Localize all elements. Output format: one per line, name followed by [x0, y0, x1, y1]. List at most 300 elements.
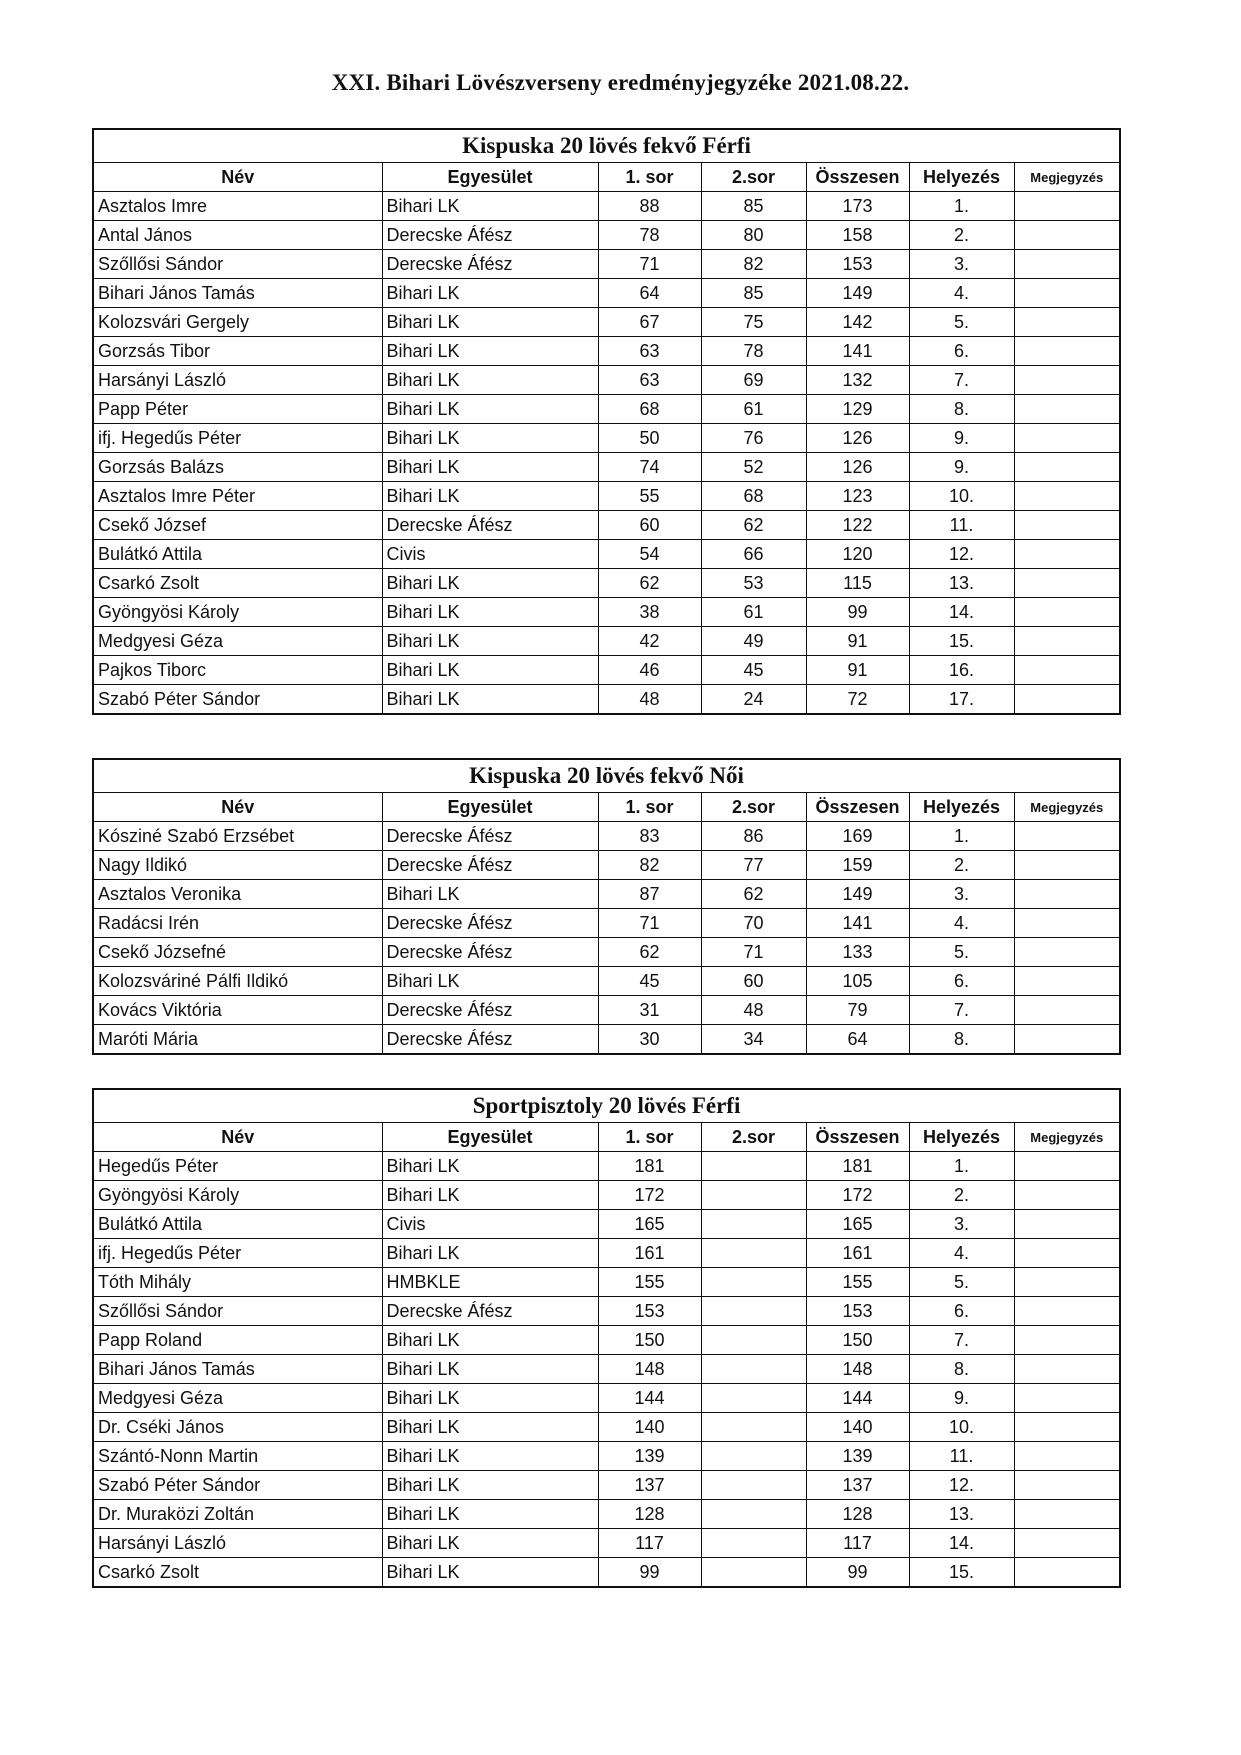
cell-note — [1014, 1268, 1120, 1297]
cell-note — [1014, 192, 1120, 221]
cell-round1: 181 — [598, 1152, 701, 1181]
cell-name: Gyöngyösi Károly — [93, 598, 382, 627]
cell-round2: 77 — [701, 851, 806, 880]
cell-total: 91 — [806, 656, 909, 685]
cell-round1: 38 — [598, 598, 701, 627]
cell-place: 5. — [909, 308, 1014, 337]
col-header-name: Név — [93, 163, 382, 192]
cell-round1: 153 — [598, 1297, 701, 1326]
cell-name: Bulátkó Attila — [93, 540, 382, 569]
cell-round1: 30 — [598, 1025, 701, 1055]
cell-place: 4. — [909, 909, 1014, 938]
document-title: XXI. Bihari Lövészverseny eredményjegyzéke 2021.08.22. — [331, 70, 910, 95]
cell-name: Szőllősi Sándor — [93, 1297, 382, 1326]
table-row — [93, 395, 1120, 424]
cell-round2: 49 — [701, 627, 806, 656]
table-row — [93, 366, 1120, 395]
col-header-total: Összesen — [806, 1123, 909, 1152]
cell-round2: 45 — [701, 656, 806, 685]
cell-total: 142 — [806, 308, 909, 337]
cell-club: Civis — [382, 540, 598, 569]
cell-club: Bihari LK — [382, 308, 598, 337]
cell-round2: 70 — [701, 909, 806, 938]
cell-round2 — [701, 1326, 806, 1355]
cell-club: Bihari LK — [382, 1181, 598, 1210]
table-row — [93, 967, 1120, 996]
cell-club: Derecske Áfész — [382, 996, 598, 1025]
table-row — [93, 1471, 1120, 1500]
cell-club: Bihari LK — [382, 192, 598, 221]
cell-name: Asztalos Veronika — [93, 880, 382, 909]
cell-total: 159 — [806, 851, 909, 880]
cell-name: Csekő József — [93, 511, 382, 540]
cell-note — [1014, 1181, 1120, 1210]
cell-note — [1014, 511, 1120, 540]
cell-place: 3. — [909, 880, 1014, 909]
cell-note — [1014, 250, 1120, 279]
cell-total: 148 — [806, 1355, 909, 1384]
table-row — [93, 511, 1120, 540]
cell-round2 — [701, 1471, 806, 1500]
cell-place: 8. — [909, 1355, 1014, 1384]
cell-name: Kolozsváriné Pálfi Ildikó — [93, 967, 382, 996]
cell-round2: 60 — [701, 967, 806, 996]
cell-place: 4. — [909, 1239, 1014, 1268]
cell-round1: 82 — [598, 851, 701, 880]
table-row — [93, 337, 1120, 366]
cell-club: Bihari LK — [382, 1152, 598, 1181]
cell-name: Radácsi Irén — [93, 909, 382, 938]
col-header-club: Egyesület — [382, 1123, 598, 1152]
cell-place: 7. — [909, 366, 1014, 395]
cell-round1: 155 — [598, 1268, 701, 1297]
cell-round2: 66 — [701, 540, 806, 569]
cell-club: Derecske Áfész — [382, 1025, 598, 1055]
cell-note — [1014, 996, 1120, 1025]
table-header-row — [93, 1123, 1120, 1152]
col-header-name: Név — [93, 793, 382, 822]
cell-round1: 161 — [598, 1239, 701, 1268]
cell-total: 161 — [806, 1239, 909, 1268]
cell-round2 — [701, 1500, 806, 1529]
cell-club: Bihari LK — [382, 656, 598, 685]
cell-total: 165 — [806, 1210, 909, 1239]
cell-round1: 55 — [598, 482, 701, 511]
cell-note — [1014, 1529, 1120, 1558]
table-row — [93, 308, 1120, 337]
cell-place: 3. — [909, 250, 1014, 279]
table-row — [93, 880, 1120, 909]
cell-club: Bihari LK — [382, 967, 598, 996]
cell-total: 126 — [806, 453, 909, 482]
col-header-note: Megjegyzés — [1014, 1123, 1120, 1152]
table-caption-row — [93, 759, 1120, 793]
cell-name: Nagy Ildikó — [93, 851, 382, 880]
cell-note — [1014, 482, 1120, 511]
cell-round1: 148 — [598, 1355, 701, 1384]
cell-round1: 128 — [598, 1500, 701, 1529]
cell-round1: 117 — [598, 1529, 701, 1558]
cell-place: 6. — [909, 967, 1014, 996]
cell-place: 2. — [909, 221, 1014, 250]
table-row — [93, 1181, 1120, 1210]
cell-place: 16. — [909, 656, 1014, 685]
cell-name: Pajkos Tiborc — [93, 656, 382, 685]
table-row — [93, 656, 1120, 685]
cell-total: 144 — [806, 1384, 909, 1413]
cell-note — [1014, 822, 1120, 851]
cell-place: 12. — [909, 1471, 1014, 1500]
cell-name: Gyöngyösi Károly — [93, 1181, 382, 1210]
table-row — [93, 685, 1120, 715]
cell-round1: 54 — [598, 540, 701, 569]
cell-total: 140 — [806, 1413, 909, 1442]
cell-total: 129 — [806, 395, 909, 424]
cell-round2: 24 — [701, 685, 806, 715]
cell-club: Derecske Áfész — [382, 822, 598, 851]
cell-round1: 45 — [598, 967, 701, 996]
cell-club: Bihari LK — [382, 279, 598, 308]
table-title: Kispuska 20 lövés fekvő Férfi — [93, 129, 1120, 163]
table-row — [93, 1558, 1120, 1588]
table-caption-row — [93, 129, 1120, 163]
cell-note — [1014, 366, 1120, 395]
table-row — [93, 1210, 1120, 1239]
cell-round2: 76 — [701, 424, 806, 453]
cell-club: Bihari LK — [382, 880, 598, 909]
cell-club: Bihari LK — [382, 1442, 598, 1471]
col-header-club: Egyesület — [382, 163, 598, 192]
cell-round1: 139 — [598, 1442, 701, 1471]
cell-name: Medgyesi Géza — [93, 627, 382, 656]
cell-club: Derecske Áfész — [382, 511, 598, 540]
cell-club: Bihari LK — [382, 1471, 598, 1500]
table-row — [93, 540, 1120, 569]
cell-place: 9. — [909, 453, 1014, 482]
cell-place: 8. — [909, 395, 1014, 424]
cell-total: 141 — [806, 337, 909, 366]
cell-total: 115 — [806, 569, 909, 598]
cell-round2: 71 — [701, 938, 806, 967]
cell-name: Kolozsvári Gergely — [93, 308, 382, 337]
results-table-kispuska-ferfi — [92, 128, 1121, 715]
cell-name: Dr. Muraközi Zoltán — [93, 1500, 382, 1529]
cell-name: Csekő Józsefné — [93, 938, 382, 967]
table-header-row — [93, 793, 1120, 822]
cell-round1: 172 — [598, 1181, 701, 1210]
cell-round1: 64 — [598, 279, 701, 308]
cell-place: 6. — [909, 1297, 1014, 1326]
cell-club: Derecske Áfész — [382, 938, 598, 967]
cell-club: Bihari LK — [382, 482, 598, 511]
cell-total: 153 — [806, 250, 909, 279]
cell-total: 128 — [806, 1500, 909, 1529]
cell-name: Hegedűs Péter — [93, 1152, 382, 1181]
cell-total: 139 — [806, 1442, 909, 1471]
cell-name: Bihari János Tamás — [93, 1355, 382, 1384]
cell-place: 8. — [909, 1025, 1014, 1055]
table-row — [93, 1326, 1120, 1355]
cell-place: 4. — [909, 279, 1014, 308]
cell-place: 7. — [909, 996, 1014, 1025]
cell-place: 10. — [909, 482, 1014, 511]
cell-note — [1014, 627, 1120, 656]
table-row — [93, 851, 1120, 880]
cell-note — [1014, 598, 1120, 627]
table-row — [93, 192, 1120, 221]
cell-note — [1014, 1413, 1120, 1442]
cell-round2: 80 — [701, 221, 806, 250]
table-row — [93, 1384, 1120, 1413]
cell-name: Szabó Péter Sándor — [93, 1471, 382, 1500]
cell-round1: 68 — [598, 395, 701, 424]
cell-club: Derecske Áfész — [382, 221, 598, 250]
col-header-round2: 2.sor — [701, 793, 806, 822]
cell-total: 122 — [806, 511, 909, 540]
cell-round1: 48 — [598, 685, 701, 715]
cell-round2: 34 — [701, 1025, 806, 1055]
col-header-round1: 1. sor — [598, 1123, 701, 1152]
table-row — [93, 1239, 1120, 1268]
cell-club: Bihari LK — [382, 395, 598, 424]
cell-note — [1014, 1326, 1120, 1355]
cell-round2: 61 — [701, 598, 806, 627]
cell-name: Szőllősi Sándor — [93, 250, 382, 279]
col-header-place: Helyezés — [909, 163, 1014, 192]
cell-name: Csarkó Zsolt — [93, 569, 382, 598]
col-header-round2: 2.sor — [701, 1123, 806, 1152]
cell-round2: 85 — [701, 192, 806, 221]
cell-note — [1014, 1384, 1120, 1413]
cell-place: 15. — [909, 627, 1014, 656]
cell-total: 137 — [806, 1471, 909, 1500]
cell-name: Harsányi László — [93, 366, 382, 395]
col-header-round1: 1. sor — [598, 793, 701, 822]
cell-note — [1014, 453, 1120, 482]
cell-note — [1014, 424, 1120, 453]
cell-total: 79 — [806, 996, 909, 1025]
cell-club: Derecske Áfész — [382, 909, 598, 938]
cell-round1: 63 — [598, 337, 701, 366]
cell-place: 9. — [909, 424, 1014, 453]
table-row — [93, 938, 1120, 967]
cell-club: Bihari LK — [382, 337, 598, 366]
cell-round1: 150 — [598, 1326, 701, 1355]
cell-round2: 53 — [701, 569, 806, 598]
cell-place: 2. — [909, 1181, 1014, 1210]
cell-note — [1014, 1152, 1120, 1181]
cell-round1: 78 — [598, 221, 701, 250]
cell-place: 10. — [909, 1413, 1014, 1442]
cell-club: Derecske Áfész — [382, 250, 598, 279]
cell-place: 14. — [909, 1529, 1014, 1558]
cell-place: 12. — [909, 540, 1014, 569]
cell-total: 105 — [806, 967, 909, 996]
cell-round1: 87 — [598, 880, 701, 909]
cell-place: 13. — [909, 1500, 1014, 1529]
cell-total: 64 — [806, 1025, 909, 1055]
cell-round2: 86 — [701, 822, 806, 851]
cell-club: Bihari LK — [382, 1558, 598, 1588]
cell-club: Bihari LK — [382, 685, 598, 715]
table-row — [93, 1500, 1120, 1529]
cell-place: 1. — [909, 1152, 1014, 1181]
table-row — [93, 996, 1120, 1025]
cell-name: Maróti Mária — [93, 1025, 382, 1055]
cell-club: Bihari LK — [382, 1500, 598, 1529]
cell-note — [1014, 540, 1120, 569]
table-row — [93, 1529, 1120, 1558]
cell-name: Asztalos Imre Péter — [93, 482, 382, 511]
cell-round2: 78 — [701, 337, 806, 366]
cell-note — [1014, 851, 1120, 880]
table-row — [93, 250, 1120, 279]
cell-round2: 61 — [701, 395, 806, 424]
cell-name: ifj. Hegedűs Péter — [93, 424, 382, 453]
cell-place: 1. — [909, 192, 1014, 221]
cell-total: 169 — [806, 822, 909, 851]
col-header-club: Egyesület — [382, 793, 598, 822]
table-title: Kispuska 20 lövés fekvő Női — [93, 759, 1120, 793]
cell-note — [1014, 1355, 1120, 1384]
col-header-place: Helyezés — [909, 1123, 1014, 1152]
col-header-total: Összesen — [806, 793, 909, 822]
cell-total: 181 — [806, 1152, 909, 1181]
cell-round2 — [701, 1384, 806, 1413]
cell-note — [1014, 880, 1120, 909]
cell-total: 72 — [806, 685, 909, 715]
cell-name: Csarkó Zsolt — [93, 1558, 382, 1588]
cell-place: 15. — [909, 1558, 1014, 1588]
cell-note — [1014, 909, 1120, 938]
cell-round2: 68 — [701, 482, 806, 511]
table-row — [93, 1025, 1120, 1055]
cell-round2: 62 — [701, 511, 806, 540]
cell-round1: 165 — [598, 1210, 701, 1239]
cell-name: Dr. Cséki János — [93, 1413, 382, 1442]
table-row — [93, 279, 1120, 308]
cell-name: Kósziné Szabó Erzsébet — [93, 822, 382, 851]
col-header-note: Megjegyzés — [1014, 793, 1120, 822]
cell-name: Antal János — [93, 221, 382, 250]
cell-club: Derecske Áfész — [382, 1297, 598, 1326]
results-table-sportpisztoly-ferfi — [92, 1088, 1121, 1588]
cell-name: Gorzsás Balázs — [93, 453, 382, 482]
cell-place: 11. — [909, 1442, 1014, 1471]
cell-round1: 71 — [598, 909, 701, 938]
cell-name: Harsányi László — [93, 1529, 382, 1558]
cell-round1: 46 — [598, 656, 701, 685]
cell-place: 9. — [909, 1384, 1014, 1413]
cell-round1: 62 — [598, 938, 701, 967]
cell-round1: 140 — [598, 1413, 701, 1442]
cell-note — [1014, 938, 1120, 967]
cell-name: ifj. Hegedűs Péter — [93, 1239, 382, 1268]
cell-note — [1014, 1210, 1120, 1239]
cell-name: Bihari János Tamás — [93, 279, 382, 308]
cell-round1: 74 — [598, 453, 701, 482]
cell-round2 — [701, 1558, 806, 1588]
cell-place: 5. — [909, 1268, 1014, 1297]
cell-round2: 48 — [701, 996, 806, 1025]
table-header-row — [93, 163, 1120, 192]
cell-club: Civis — [382, 1210, 598, 1239]
cell-round1: 67 — [598, 308, 701, 337]
cell-round2 — [701, 1413, 806, 1442]
cell-club: Bihari LK — [382, 627, 598, 656]
cell-note — [1014, 1442, 1120, 1471]
col-header-note: Megjegyzés — [1014, 163, 1120, 192]
cell-note — [1014, 569, 1120, 598]
cell-round1: 42 — [598, 627, 701, 656]
cell-round1: 60 — [598, 511, 701, 540]
cell-note — [1014, 1558, 1120, 1588]
cell-note — [1014, 308, 1120, 337]
cell-round2: 52 — [701, 453, 806, 482]
cell-place: 2. — [909, 851, 1014, 880]
cell-club: Bihari LK — [382, 1239, 598, 1268]
cell-round1: 99 — [598, 1558, 701, 1588]
table-row — [93, 822, 1120, 851]
table-row — [93, 1442, 1120, 1471]
table-row — [93, 482, 1120, 511]
results-table-kispuska-noi — [92, 758, 1121, 1055]
cell-place: 17. — [909, 685, 1014, 715]
col-header-total: Összesen — [806, 163, 909, 192]
cell-round1: 83 — [598, 822, 701, 851]
cell-total: 153 — [806, 1297, 909, 1326]
cell-club: Bihari LK — [382, 453, 598, 482]
cell-note — [1014, 1239, 1120, 1268]
cell-round1: 137 — [598, 1471, 701, 1500]
cell-total: 132 — [806, 366, 909, 395]
cell-round2 — [701, 1181, 806, 1210]
cell-place: 5. — [909, 938, 1014, 967]
cell-note — [1014, 279, 1120, 308]
table-row — [93, 1297, 1120, 1326]
cell-round1: 144 — [598, 1384, 701, 1413]
cell-place: 14. — [909, 598, 1014, 627]
cell-total: 150 — [806, 1326, 909, 1355]
table-row — [93, 598, 1120, 627]
cell-note — [1014, 685, 1120, 715]
cell-club: Derecske Áfész — [382, 851, 598, 880]
cell-name: Kovács Viktória — [93, 996, 382, 1025]
cell-name: Papp Roland — [93, 1326, 382, 1355]
cell-round1: 63 — [598, 366, 701, 395]
cell-note — [1014, 1500, 1120, 1529]
cell-round2 — [701, 1210, 806, 1239]
cell-name: Gorzsás Tibor — [93, 337, 382, 366]
cell-total: 117 — [806, 1529, 909, 1558]
cell-round2: 82 — [701, 250, 806, 279]
cell-club: Bihari LK — [382, 1384, 598, 1413]
cell-round2 — [701, 1297, 806, 1326]
cell-note — [1014, 967, 1120, 996]
cell-total: 126 — [806, 424, 909, 453]
cell-round1: 31 — [598, 996, 701, 1025]
cell-round2 — [701, 1268, 806, 1297]
cell-club: Bihari LK — [382, 424, 598, 453]
cell-round1: 88 — [598, 192, 701, 221]
col-header-place: Helyezés — [909, 793, 1014, 822]
cell-total: 99 — [806, 1558, 909, 1588]
cell-place: 13. — [909, 569, 1014, 598]
cell-round2 — [701, 1442, 806, 1471]
table-row — [93, 909, 1120, 938]
cell-round2: 62 — [701, 880, 806, 909]
cell-round2: 85 — [701, 279, 806, 308]
